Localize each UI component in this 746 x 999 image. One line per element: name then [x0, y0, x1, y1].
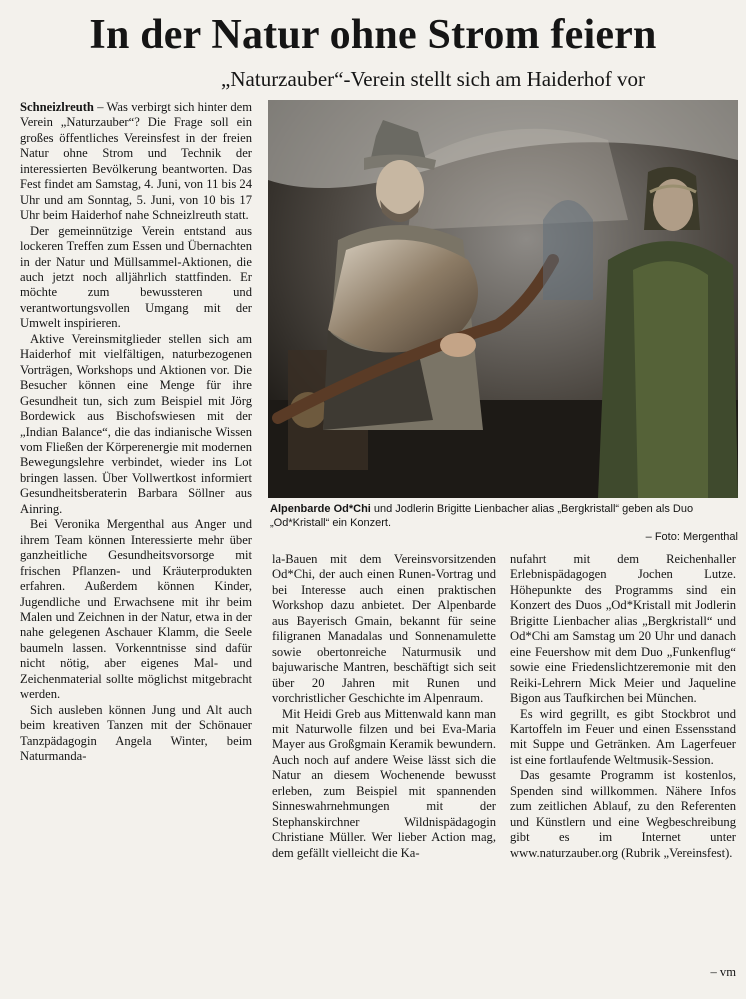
- article-location: Schneizlreuth: [20, 100, 94, 114]
- article-paragraph: la-Bauen mit dem Vereinsvorsitzenden Od*Chi, der auch einen Runen-Vortrag und bei Interesse auch einen praktischen Workshop dazu anbietet. Der Alpenbarde aus Bayerisch Gmain, bekannt für seine filigranen Manadalas und Sonnenamulette sowie obertonreiche Naturmusik und bajuwarische Mantren, beschäftigt sich seit über 20 Jahren mit Runen und vorchristlicher Geschichte im Alpenraum.: [272, 552, 496, 706]
- photo-credit: – Foto: Mergenthal: [645, 531, 738, 543]
- subheadline: „Naturzauber“-Verein stellt sich am Haiderhof vor: [221, 67, 645, 91]
- article-paragraph: Mit Heidi Greb aus Mittenwald kann man mit Naturwolle filzen und bei Eva-Maria Mayer aus Großgmain Keramik bewundern. Auch noch auf andere Weise lässt sich die Natur an diesem Wochenende bewusst erleben, zum Beispiel mit spannenden Sinneswahrnehmungen mit der Stephanskirchner Wildnispädagogin Christiane Müller. Wer lieber Action mag, dem gefällt vielleicht die Ka-: [272, 706, 496, 860]
- article-paragraph: Sich ausleben können Jung und Alt auch beim kreativen Tanzen mit der Schönauer Tanzpädagogin Angela Winter, beim Naturmanda-: [20, 702, 252, 764]
- photo-caption: [270, 502, 738, 544]
- article-column-2: [272, 552, 496, 861]
- article-paragraph: Bei Veronika Mergenthal aus Anger und ihrem Team können Interessierte mehr über ganzheitliche Gesundheitsvorsorge mit frischen Pflanzen- und Kräuterprodukten erfahren. Außerdem können Kinder, Jugendliche und Erwachsene mit ihr beim Malen und Zeichnen in der Natur, etwa in der nahe gelegenen Aschauer Klamm, die Seele baumeln lassen. Vorkenntnisse sind dafür nicht nötig, aber eigenes Mal- und Zeichenmaterial sollte möglichst mitgebracht werden.: [20, 517, 252, 702]
- article-column-1: [20, 100, 252, 764]
- article-lead-text: – Was verbirgt sich hinter dem Verein „Naturzauber“? Die Frage soll ein großes öffentliches Vereinsfest in der freien Natur ohne Strom und Technik der interessierten Bevölkerung beantworten. Das Fest findet am Samstag, 4. Juni, von 11 bis 24 Uhr und am Sonntag, 5. Juni, von 10 bis 17 Uhr beim Haiderhof nahe Schneizlreuth statt.: [20, 100, 252, 223]
- article-paragraph: [20, 100, 252, 224]
- article-paragraph: Das gesamte Programm ist kostenlos, Spenden sind willkommen. Nähere Infos zum zeitlichen Ablauf, zu den Referenten und Künstlern und eine Wegbeschreibung gibt es im Internet unter www.naturzauber.org (Rubrik „Vereinsfest).: [510, 768, 736, 860]
- article-paragraph: Aktive Vereinsmitglieder stellen sich am Haiderhof mit vielfältigen, naturbezogenen Vorträgen, Workshops und Aktionen vor. Die Besucher können eine Menge für ihre Gesundheit tun, sich zum Beispiel mit Jörg Bordewick aus Bischofswiesen mit der „Indian Balance“, die das indianische Wissen vom Fließen der Körperenergie mit modernen Bewegungslehre verbindet, wieder ins Lot bringen lassen. Über Vollwertkost informiert Gesundheitsberaterin Barbara Söllner aus Ainring.: [20, 331, 252, 516]
- photo-illustration: [268, 100, 738, 498]
- article-column-3: [510, 552, 736, 861]
- article-photo: [268, 100, 738, 498]
- article-paragraph: Es wird gegrillt, es gibt Stockbrot und Kartoffeln im Feuer und einen Essensstand mit Suppe und Getränken. Am Lagerfeuer ist eine fortlaufende Weltmusik-Session.: [510, 706, 736, 767]
- caption-text: und Jodlerin Brigitte Lienbacher alias „Bergkristall“ geben als Duo „Od*Kristall“ ein Konzert.: [270, 503, 694, 529]
- article-paragraph: Der gemeinnützige Verein entstand aus lockeren Treffen zum Essen und Übernachten in der Natur und Müllsammel-Aktionen, die auch jetzt noch alljährlich stattfinden. Er möchte zum bewussteren und verantwortungsvollen Umgang mit der Umwelt inspirieren.: [20, 223, 252, 331]
- author-signature: – vm: [710, 965, 736, 979]
- headline: In der Natur ohne Strom feiern: [89, 12, 657, 58]
- article-paragraph: nufahrt mit dem Reichenhaller Erlebnispädagogen Jochen Lutze. Höhepunkte des Programms sind ein Konzert des Duos „Od*Kristall mit Jodlerin Brigitte Lienbacher alias „Bergkristall“ und Od*Chi am Samstag um 20 Uhr und danach eine Feuershow mit dem Duo „Funkenflug“ sowie eine Friedenslichtzeremonie mit den Reiki-Lehrern Mick Meier und Jaqueline Bigon aus Taufkirchen bei München.: [510, 552, 736, 706]
- caption-names: Alpenbarde Od*Chi: [270, 503, 371, 515]
